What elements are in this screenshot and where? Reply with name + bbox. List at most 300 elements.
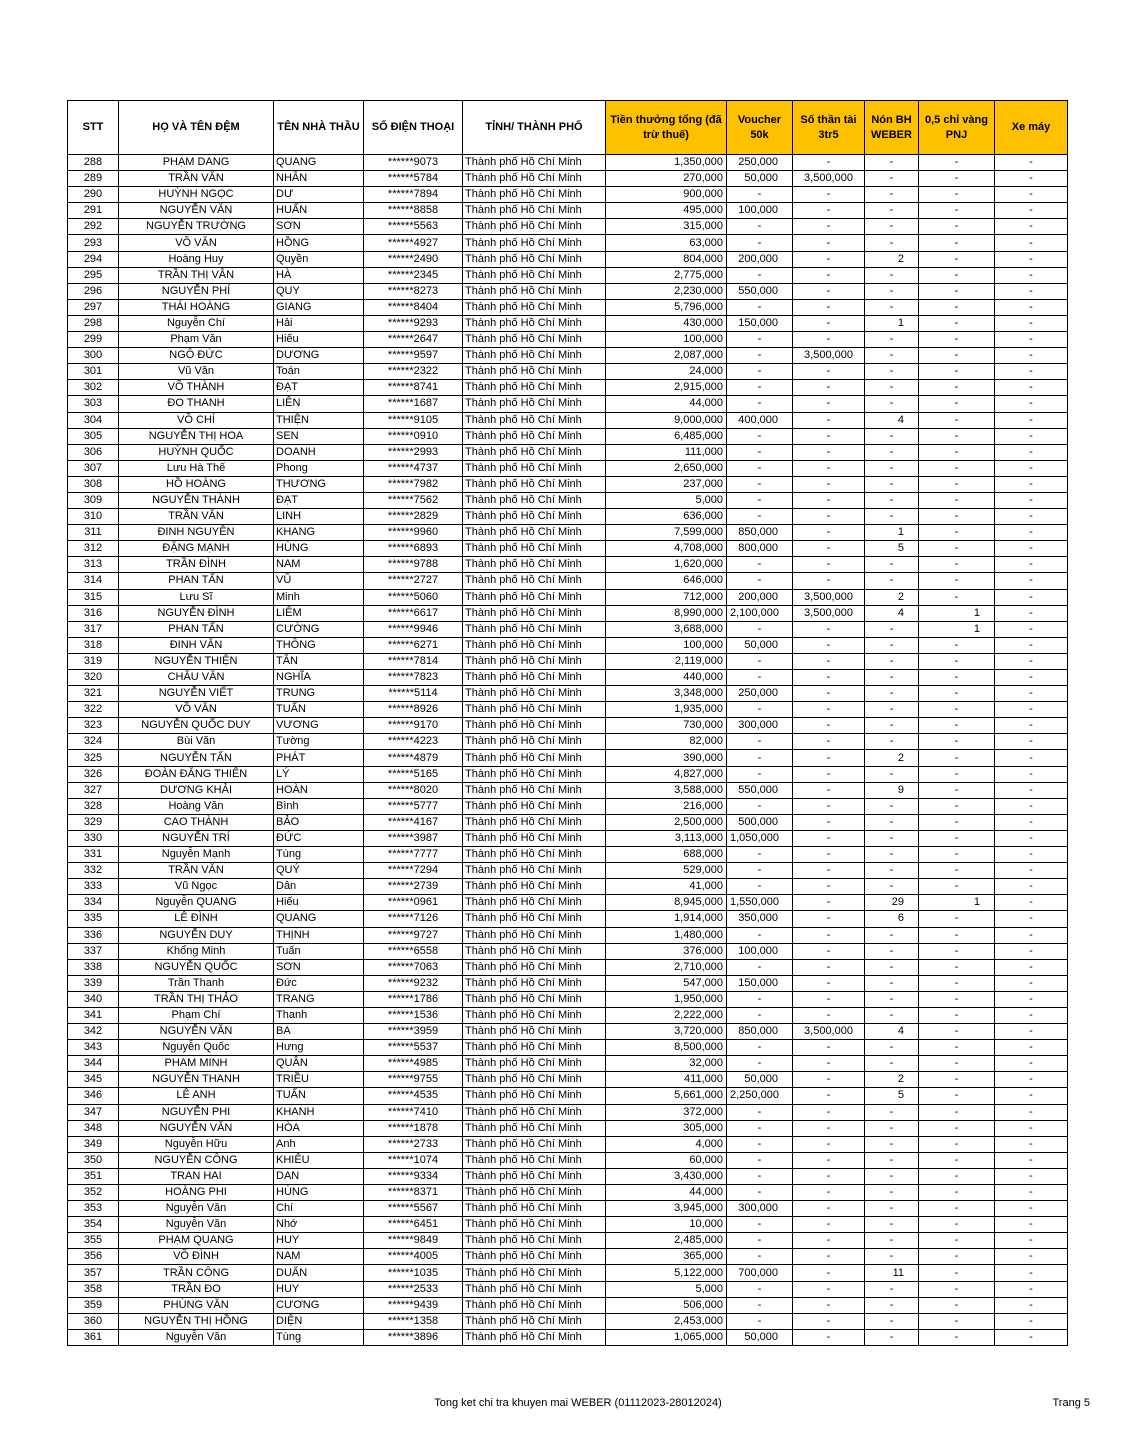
phone-cell: ******5784	[364, 171, 463, 187]
non-bh-cell: -	[865, 879, 919, 895]
non-bh-cell: 4	[865, 605, 919, 621]
than-tai-cell: -	[793, 686, 865, 702]
chi-vang-cell: -	[919, 1024, 995, 1040]
non-bh-cell: -	[865, 734, 919, 750]
ten-nha-thau-cell: Tuấn	[274, 943, 364, 959]
ho-ten-dem-cell: Phạm Văn	[119, 332, 274, 348]
stt-cell: 298	[68, 315, 119, 331]
chi-vang-cell: -	[919, 251, 995, 267]
reward-cell: 547,000	[606, 975, 727, 991]
than-tai-cell: -	[793, 332, 865, 348]
ten-nha-thau-cell: LÝ	[274, 766, 364, 782]
ho-ten-dem-cell: NGUYỄN THIỆN	[119, 653, 274, 669]
reward-cell: 372,000	[606, 1104, 727, 1120]
ten-nha-thau-cell: CƯƠNG	[274, 1297, 364, 1313]
chi-vang-cell: -	[919, 911, 995, 927]
phone-cell: ******1687	[364, 396, 463, 412]
non-bh-cell: -	[865, 428, 919, 444]
ho-ten-dem-cell: NGUYỄN THỊ HOA	[119, 428, 274, 444]
stt-cell: 344	[68, 1056, 119, 1072]
table-row	[68, 187, 1068, 203]
stt-cell: 289	[68, 171, 119, 187]
voucher-cell: 150,000	[727, 315, 793, 331]
phone-cell: ******2733	[364, 1136, 463, 1152]
stt-cell: 330	[68, 830, 119, 846]
chi-vang-cell: -	[919, 686, 995, 702]
phone-cell: ******2647	[364, 332, 463, 348]
stt-cell: 309	[68, 492, 119, 508]
chi-vang-cell: -	[919, 1136, 995, 1152]
phone-cell: ******1358	[364, 1313, 463, 1329]
city-cell: Thành phố Hồ Chí Minh	[463, 251, 606, 267]
reward-cell: 111,000	[606, 444, 727, 460]
table-row	[68, 750, 1068, 766]
table-row	[68, 718, 1068, 734]
voucher-cell: 250,000	[727, 686, 793, 702]
xe-may-cell: -	[995, 750, 1068, 766]
table-row	[68, 911, 1068, 927]
xe-may-cell: -	[995, 879, 1068, 895]
header-voucher: Voucher 50k	[727, 101, 793, 155]
stt-cell: 358	[68, 1281, 119, 1297]
table-row	[68, 879, 1068, 895]
chi-vang-cell: -	[919, 943, 995, 959]
chi-vang-cell: -	[919, 589, 995, 605]
reward-cell: 1,914,000	[606, 911, 727, 927]
city-cell: Thành phố Hồ Chí Minh	[463, 750, 606, 766]
voucher-cell: -	[727, 1217, 793, 1233]
table-row	[68, 476, 1068, 492]
city-cell: Thành phố Hồ Chí Minh	[463, 975, 606, 991]
stt-cell: 324	[68, 734, 119, 750]
table-row	[68, 1201, 1068, 1217]
voucher-cell: 850,000	[727, 525, 793, 541]
voucher-cell: 50,000	[727, 171, 793, 187]
xe-may-cell: -	[995, 187, 1068, 203]
ten-nha-thau-cell: Bình	[274, 798, 364, 814]
city-cell: Thành phố Hồ Chí Minh	[463, 605, 606, 621]
than-tai-cell: -	[793, 396, 865, 412]
ten-nha-thau-cell: TRUNG	[274, 686, 364, 702]
stt-cell: 352	[68, 1185, 119, 1201]
phone-cell: ******7894	[364, 187, 463, 203]
reward-cell: 24,000	[606, 364, 727, 380]
stt-cell: 326	[68, 766, 119, 782]
stt-cell: 361	[68, 1329, 119, 1345]
phone-cell: ******7982	[364, 476, 463, 492]
xe-may-cell: -	[995, 1297, 1068, 1313]
stt-cell: 339	[68, 975, 119, 991]
ten-nha-thau-cell: THỊNH	[274, 927, 364, 943]
non-bh-cell: -	[865, 975, 919, 991]
chi-vang-cell: -	[919, 750, 995, 766]
chi-vang-cell: -	[919, 171, 995, 187]
reward-cell: 646,000	[606, 573, 727, 589]
table-row	[68, 203, 1068, 219]
ho-ten-dem-cell: TRẦN CÔNG	[119, 1265, 274, 1281]
reward-cell: 3,688,000	[606, 621, 727, 637]
city-cell: Thành phố Hồ Chí Minh	[463, 332, 606, 348]
xe-may-cell: -	[995, 557, 1068, 573]
ten-nha-thau-cell: Đức	[274, 975, 364, 991]
non-bh-cell: 5	[865, 541, 919, 557]
xe-may-cell: -	[995, 1007, 1068, 1023]
non-bh-cell: -	[865, 460, 919, 476]
city-cell: Thành phố Hồ Chí Minh	[463, 718, 606, 734]
than-tai-cell: -	[793, 1136, 865, 1152]
phone-cell: ******4535	[364, 1088, 463, 1104]
chi-vang-cell: -	[919, 428, 995, 444]
ten-nha-thau-cell: HUY	[274, 1233, 364, 1249]
chi-vang-cell: -	[919, 1265, 995, 1281]
ho-ten-dem-cell: NGUYỄN THÀNH	[119, 492, 274, 508]
non-bh-cell: -	[865, 718, 919, 734]
table-row	[68, 283, 1068, 299]
city-cell: Thành phố Hồ Chí Minh	[463, 895, 606, 911]
stt-cell: 304	[68, 412, 119, 428]
chi-vang-cell: -	[919, 525, 995, 541]
voucher-cell: 400,000	[727, 412, 793, 428]
ho-ten-dem-cell: PHAN TẤN	[119, 621, 274, 637]
chi-vang-cell: -	[919, 670, 995, 686]
stt-cell: 300	[68, 348, 119, 364]
chi-vang-cell: -	[919, 814, 995, 830]
ho-ten-dem-cell: CAO THÀNH	[119, 814, 274, 830]
ho-ten-dem-cell: VÕ VĂN	[119, 235, 274, 251]
xe-may-cell: -	[995, 348, 1068, 364]
non-bh-cell: -	[865, 203, 919, 219]
voucher-cell: 250,000	[727, 155, 793, 171]
chi-vang-cell: -	[919, 1233, 995, 1249]
non-bh-cell: -	[865, 1040, 919, 1056]
phone-cell: ******2345	[364, 267, 463, 283]
table-row	[68, 959, 1068, 975]
xe-may-cell: -	[995, 1120, 1068, 1136]
reward-cell: 60,000	[606, 1152, 727, 1168]
chi-vang-cell: -	[919, 718, 995, 734]
reward-cell: 376,000	[606, 943, 727, 959]
city-cell: Thành phố Hồ Chí Minh	[463, 1313, 606, 1329]
phone-cell: ******9232	[364, 975, 463, 991]
ten-nha-thau-cell: VŨ	[274, 573, 364, 589]
stt-cell: 294	[68, 251, 119, 267]
stt-cell: 348	[68, 1120, 119, 1136]
table-row	[68, 1313, 1068, 1329]
chi-vang-cell: 1	[919, 605, 995, 621]
xe-may-cell: -	[995, 1072, 1068, 1088]
than-tai-cell: -	[793, 187, 865, 203]
ho-ten-dem-cell: NGUYỄN THANH	[119, 1072, 274, 1088]
stt-cell: 319	[68, 653, 119, 669]
reward-cell: 10,000	[606, 1217, 727, 1233]
voucher-cell: 1,050,000	[727, 830, 793, 846]
reward-cell: 2,500,000	[606, 814, 727, 830]
reward-cell: 2,650,000	[606, 460, 727, 476]
stt-cell: 296	[68, 283, 119, 299]
ho-ten-dem-cell: NGUYỄN TRƯỜNG	[119, 219, 274, 235]
reward-cell: 2,775,000	[606, 267, 727, 283]
stt-cell: 359	[68, 1297, 119, 1313]
xe-may-cell: -	[995, 621, 1068, 637]
table-row	[68, 1265, 1068, 1281]
voucher-cell: -	[727, 927, 793, 943]
phone-cell: ******9727	[364, 927, 463, 943]
stt-cell: 297	[68, 299, 119, 315]
reward-cell: 2,230,000	[606, 283, 727, 299]
table-row	[68, 895, 1068, 911]
xe-may-cell: -	[995, 766, 1068, 782]
than-tai-cell: -	[793, 299, 865, 315]
voucher-cell: 50,000	[727, 637, 793, 653]
phone-cell: ******6893	[364, 541, 463, 557]
ten-nha-thau-cell: HỒNG	[274, 235, 364, 251]
xe-may-cell: -	[995, 444, 1068, 460]
xe-may-cell: -	[995, 1329, 1068, 1345]
table-row	[68, 155, 1068, 171]
chi-vang-cell: -	[919, 702, 995, 718]
city-cell: Thành phố Hồ Chí Minh	[463, 782, 606, 798]
xe-may-cell: -	[995, 509, 1068, 525]
than-tai-cell: -	[793, 766, 865, 782]
table-row	[68, 766, 1068, 782]
reward-cell: 411,000	[606, 1072, 727, 1088]
ten-nha-thau-cell: LIÊN	[274, 396, 364, 412]
chi-vang-cell: -	[919, 637, 995, 653]
stt-cell: 335	[68, 911, 119, 927]
xe-may-cell: -	[995, 171, 1068, 187]
header-tien-thuong: Tiền thưởng tổng (đã trừ thuế)	[606, 101, 727, 155]
xe-may-cell: -	[995, 476, 1068, 492]
ten-nha-thau-cell: DUẨN	[274, 1265, 364, 1281]
non-bh-cell: -	[865, 847, 919, 863]
reward-cell: 430,000	[606, 315, 727, 331]
voucher-cell: -	[727, 1152, 793, 1168]
xe-may-cell: -	[995, 541, 1068, 557]
ho-ten-dem-cell: Nguyễn QUANG	[119, 895, 274, 911]
city-cell: Thành phố Hồ Chí Minh	[463, 879, 606, 895]
chi-vang-cell: -	[919, 557, 995, 573]
than-tai-cell: -	[793, 975, 865, 991]
than-tai-cell: -	[793, 1313, 865, 1329]
chi-vang-cell: 1	[919, 621, 995, 637]
ho-ten-dem-cell: Phạm Chí	[119, 1007, 274, 1023]
non-bh-cell: 4	[865, 412, 919, 428]
xe-may-cell: -	[995, 428, 1068, 444]
non-bh-cell: -	[865, 299, 919, 315]
stt-cell: 313	[68, 557, 119, 573]
non-bh-cell: 11	[865, 1265, 919, 1281]
table-row	[68, 267, 1068, 283]
city-cell: Thành phố Hồ Chí Minh	[463, 283, 606, 299]
ho-ten-dem-cell: NGUYỄN PHÍ	[119, 283, 274, 299]
chi-vang-cell: -	[919, 1297, 995, 1313]
reward-cell: 4,000	[606, 1136, 727, 1152]
stt-cell: 292	[68, 219, 119, 235]
non-bh-cell: -	[865, 171, 919, 187]
table-row	[68, 315, 1068, 331]
reward-cell: 270,000	[606, 171, 727, 187]
voucher-cell: 150,000	[727, 975, 793, 991]
table-row	[68, 975, 1068, 991]
stt-cell: 311	[68, 525, 119, 541]
reward-cell: 305,000	[606, 1120, 727, 1136]
reward-cell: 495,000	[606, 203, 727, 219]
non-bh-cell: -	[865, 959, 919, 975]
ten-nha-thau-cell: NAM	[274, 1249, 364, 1265]
ten-nha-thau-cell: Toán	[274, 364, 364, 380]
ho-ten-dem-cell: VÕ ĐÌNH	[119, 1249, 274, 1265]
chi-vang-cell: -	[919, 412, 995, 428]
voucher-cell: 850,000	[727, 1024, 793, 1040]
ho-ten-dem-cell: NGUYỄN VIẾT	[119, 686, 274, 702]
ho-ten-dem-cell: NGUYỄN TẤN	[119, 750, 274, 766]
ho-ten-dem-cell: ĐO THANH	[119, 396, 274, 412]
than-tai-cell: -	[793, 235, 865, 251]
ho-ten-dem-cell: PHẠM DANG	[119, 155, 274, 171]
ten-nha-thau-cell: KHANH	[274, 1104, 364, 1120]
chi-vang-cell: -	[919, 782, 995, 798]
non-bh-cell: -	[865, 235, 919, 251]
ten-nha-thau-cell: SEN	[274, 428, 364, 444]
non-bh-cell: -	[865, 332, 919, 348]
ten-nha-thau-cell: Tùng	[274, 847, 364, 863]
chi-vang-cell: -	[919, 380, 995, 396]
xe-may-cell: -	[995, 283, 1068, 299]
than-tai-cell: -	[793, 1088, 865, 1104]
phone-cell: ******4005	[364, 1249, 463, 1265]
ten-nha-thau-cell: HÒA	[274, 1120, 364, 1136]
than-tai-cell: -	[793, 525, 865, 541]
xe-may-cell: -	[995, 943, 1068, 959]
voucher-cell: 550,000	[727, 782, 793, 798]
reward-table	[67, 100, 1068, 1346]
voucher-cell: -	[727, 1233, 793, 1249]
table-row	[68, 171, 1068, 187]
non-bh-cell: -	[865, 621, 919, 637]
city-cell: Thành phố Hồ Chí Minh	[463, 863, 606, 879]
city-cell: Thành phố Hồ Chí Minh	[463, 1168, 606, 1184]
than-tai-cell: -	[793, 863, 865, 879]
city-cell: Thành phố Hồ Chí Minh	[463, 1233, 606, 1249]
ho-ten-dem-cell: ĐINH VĂN	[119, 637, 274, 653]
chi-vang-cell: -	[919, 1185, 995, 1201]
than-tai-cell: -	[793, 1201, 865, 1217]
xe-may-cell: -	[995, 1136, 1068, 1152]
ten-nha-thau-cell: KHANG	[274, 525, 364, 541]
than-tai-cell: -	[793, 702, 865, 718]
table-row	[68, 219, 1068, 235]
ho-ten-dem-cell: NGUYỄN CÔNG	[119, 1152, 274, 1168]
footer-title: Tong ket chi tra khuyen mai WEBER (01112023-28012024)	[434, 1397, 722, 1409]
ho-ten-dem-cell: Vũ Văn	[119, 364, 274, 380]
voucher-cell: -	[727, 1185, 793, 1201]
voucher-cell: -	[727, 621, 793, 637]
ten-nha-thau-cell: Dân	[274, 879, 364, 895]
city-cell: Thành phố Hồ Chí Minh	[463, 1088, 606, 1104]
ho-ten-dem-cell: Nguyễn Quốc	[119, 1040, 274, 1056]
city-cell: Thành phố Hồ Chí Minh	[463, 991, 606, 1007]
ten-nha-thau-cell: KHIÊU	[274, 1152, 364, 1168]
ho-ten-dem-cell: NGUYỄN ĐÌNH	[119, 605, 274, 621]
xe-may-cell: -	[995, 991, 1068, 1007]
non-bh-cell: -	[865, 830, 919, 846]
ten-nha-thau-cell: Hưng	[274, 1040, 364, 1056]
ten-nha-thau-cell: QUANG	[274, 155, 364, 171]
table-row	[68, 943, 1068, 959]
ten-nha-thau-cell: THƯƠNG	[274, 476, 364, 492]
city-cell: Thành phố Hồ Chí Minh	[463, 798, 606, 814]
table-row	[68, 1233, 1068, 1249]
phone-cell: ******0910	[364, 428, 463, 444]
ten-nha-thau-cell: VƯƠNG	[274, 718, 364, 734]
voucher-cell: -	[727, 750, 793, 766]
reward-cell: 82,000	[606, 734, 727, 750]
than-tai-cell: -	[793, 1233, 865, 1249]
city-cell: Thành phố Hồ Chí Minh	[463, 1104, 606, 1120]
chi-vang-cell: -	[919, 734, 995, 750]
phone-cell: ******2829	[364, 509, 463, 525]
table-row	[68, 734, 1068, 750]
table-row	[68, 396, 1068, 412]
ho-ten-dem-cell: ĐẶNG MẠNH	[119, 541, 274, 557]
voucher-cell: 200,000	[727, 251, 793, 267]
chi-vang-cell: -	[919, 364, 995, 380]
stt-cell: 349	[68, 1136, 119, 1152]
table-row	[68, 1040, 1068, 1056]
city-cell: Thành phố Hồ Chí Minh	[463, 734, 606, 750]
ten-nha-thau-cell: Phong	[274, 460, 364, 476]
reward-cell: 688,000	[606, 847, 727, 863]
voucher-cell: 300,000	[727, 1201, 793, 1217]
city-cell: Thành phố Hồ Chí Minh	[463, 1056, 606, 1072]
chi-vang-cell: -	[919, 1120, 995, 1136]
phone-cell: ******9849	[364, 1233, 463, 1249]
phone-cell: ******7814	[364, 653, 463, 669]
table-row	[68, 1185, 1068, 1201]
table-row	[68, 798, 1068, 814]
non-bh-cell: -	[865, 863, 919, 879]
phone-cell: ******4985	[364, 1056, 463, 1072]
ho-ten-dem-cell: Bùi Văn	[119, 734, 274, 750]
than-tai-cell: -	[793, 991, 865, 1007]
stt-cell: 360	[68, 1313, 119, 1329]
table-row	[68, 1136, 1068, 1152]
non-bh-cell: -	[865, 927, 919, 943]
stt-cell: 355	[68, 1233, 119, 1249]
than-tai-cell: -	[793, 428, 865, 444]
reward-cell: 2,453,000	[606, 1313, 727, 1329]
than-tai-cell: -	[793, 734, 865, 750]
non-bh-cell: 2	[865, 589, 919, 605]
reward-cell: 1,350,000	[606, 155, 727, 171]
city-cell: Thành phố Hồ Chí Minh	[463, 476, 606, 492]
city-cell: Thành phố Hồ Chí Minh	[463, 203, 606, 219]
ten-nha-thau-cell: Anh	[274, 1136, 364, 1152]
chi-vang-cell: -	[919, 348, 995, 364]
than-tai-cell: -	[793, 1040, 865, 1056]
ho-ten-dem-cell: Khổng Minh	[119, 943, 274, 959]
phone-cell: ******7823	[364, 670, 463, 686]
voucher-cell: -	[727, 959, 793, 975]
table-row	[68, 863, 1068, 879]
stt-cell: 336	[68, 927, 119, 943]
voucher-cell: -	[727, 1249, 793, 1265]
chi-vang-cell: -	[919, 476, 995, 492]
phone-cell: ******9293	[364, 315, 463, 331]
stt-cell: 341	[68, 1007, 119, 1023]
voucher-cell: -	[727, 847, 793, 863]
xe-may-cell: -	[995, 315, 1068, 331]
